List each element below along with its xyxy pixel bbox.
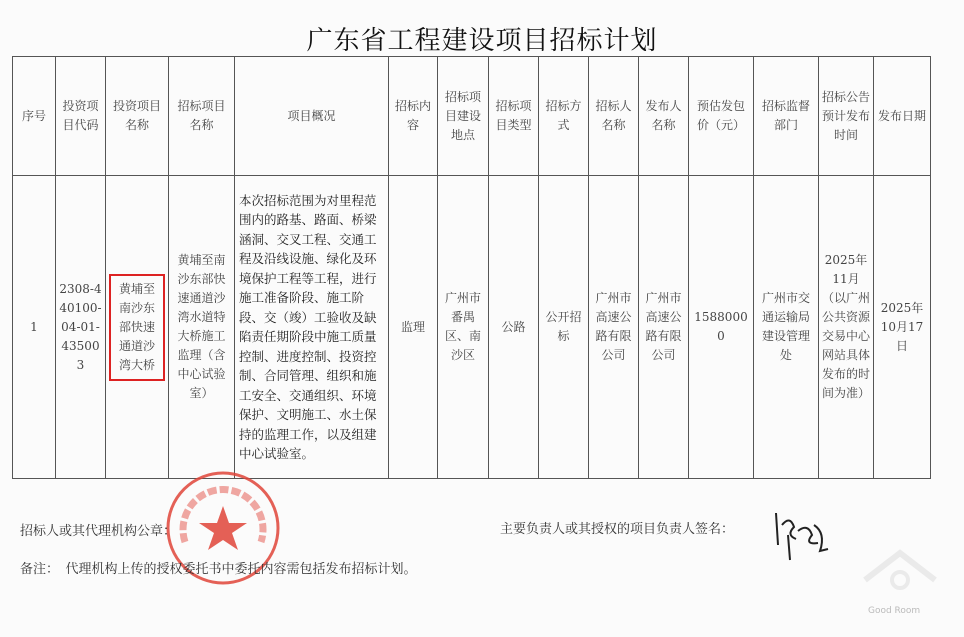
- header-cell: 预估发包价（元）: [689, 57, 754, 176]
- header-cell: 招标项目名称: [169, 57, 235, 176]
- header-cell: 招标方式: [539, 57, 589, 176]
- content-cell: 监理: [389, 176, 438, 479]
- bid-name-cell: 黄埔至南沙东部快速通道沙湾水道特大桥施工监理（含中心试验室）: [169, 176, 235, 479]
- header-cell: 招标项目类型: [489, 57, 539, 176]
- header-cell: 招标内容: [389, 57, 438, 176]
- publisher-cell: 广州市高速公路有限公司: [639, 176, 689, 479]
- seal-label: 招标人或其代理机构公章：: [20, 524, 177, 539]
- header-cell: 招标项目建设地点: [438, 57, 489, 176]
- location-cell: 广州市番禺区、南沙区: [438, 176, 489, 479]
- header-cell: 发布日期: [874, 57, 931, 176]
- page-title: 广东省工程建设项目招标计划: [306, 26, 658, 56]
- highlighted-invest-name: 黄埔至南沙东部快速通道沙湾大桥: [109, 274, 165, 381]
- note: 备注： 代理机构上传的授权委托书中委托内容需包括发布招标计划。: [20, 562, 417, 577]
- watermark-house-icon: [855, 545, 945, 605]
- tenderer-cell: 广州市高速公路有限公司: [589, 176, 639, 479]
- project-code-cell: 2308-440100-04-01-435003: [56, 176, 106, 479]
- invest-name-cell: [106, 176, 169, 479]
- method-cell: 公开招标: [539, 176, 589, 479]
- type-cell: 公路: [489, 176, 539, 479]
- header-cell: 招标人名称: [589, 57, 639, 176]
- header-cell: 投资项目名称: [106, 57, 169, 176]
- header-row: [13, 57, 931, 176]
- price-cell: 15880000: [689, 176, 754, 479]
- publish-date-cell: 2025年10月17日: [874, 176, 931, 479]
- overview-cell: 本次招标范围为对里程范围内的路基、路面、桥梁涵洞、交叉工程、交通工程及沿线设施、绿化及环境保护工程等工程，进行施工准备阶段、施工阶段、交（竣）工验收及缺陷责任期阶段中施工质量控制、进度控制、投资控制、合同管理、组织和施工安全、交通组织、环境保护、文明施工、水土保持的监理工作，以及组建中心试验室。: [235, 176, 389, 479]
- header-cell: 项目概况: [235, 57, 389, 176]
- handwritten-signature: [768, 505, 838, 565]
- table-row: [13, 176, 931, 479]
- header-cell: 招标公告预计发布时间: [819, 57, 874, 176]
- header-cell: 发布人名称: [639, 57, 689, 176]
- bidding-plan-table: [12, 56, 931, 479]
- header-cell: 投资项目代码: [56, 57, 106, 176]
- signature-label: 主要负责人或其授权的项目负责人签名：: [500, 522, 735, 537]
- header-cell: 序号: [13, 57, 56, 176]
- header-cell: 招标监督部门: [754, 57, 819, 176]
- supervisor-cell: 广州市交通运输局建设管理处: [754, 176, 819, 479]
- seq-cell: 1: [13, 176, 56, 479]
- announce-time-cell: 2025年11月（以广州公共资源交易中心网站具体发布的时间为准）: [819, 176, 874, 479]
- watermark-text: Good Room: [868, 606, 921, 616]
